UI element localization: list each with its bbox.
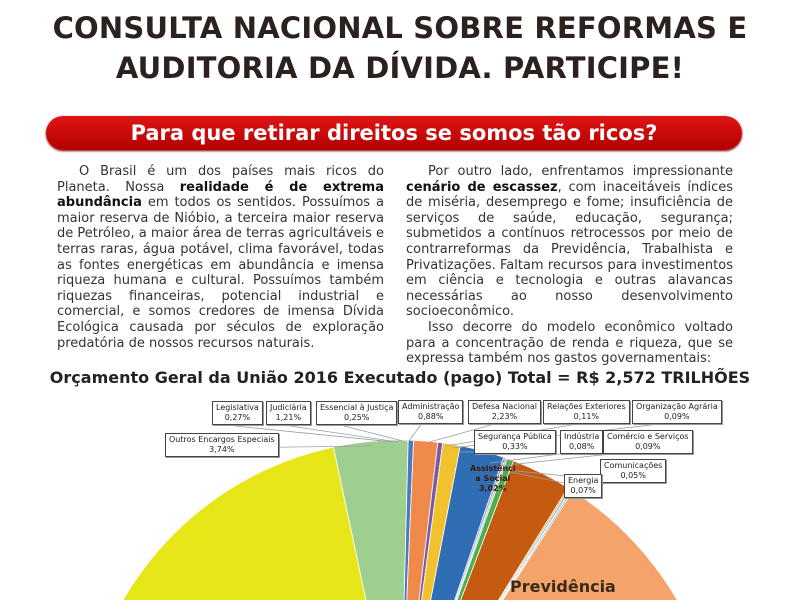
leader-line: [409, 423, 422, 441]
label-organizacao-agraria: Organização Agrária 0,09%: [632, 400, 722, 424]
label-previdencia: Previdência: [510, 577, 616, 596]
title-line-2: AUDITORIA DA DÍVIDA. PARTICIPE!: [115, 51, 685, 85]
label-comercio-servicos: Comércio e Serviços 0,09%: [603, 430, 693, 454]
label-outros-encargos: Outros Encargos Especiais 3,74%: [165, 433, 279, 457]
leader-line: [290, 426, 398, 442]
title-line-1: CONSULTA NACIONAL SOBRE REFORMAS E: [52, 11, 748, 45]
label-judiciaria: Judiciária 1,21%: [266, 401, 311, 425]
highlight-text: cenário de escassez: [406, 179, 558, 195]
article-paragraph: Por outro lado, enfrentamos impressionante cenário de escassez, com inaceitáveis índices de miséria, desemprego e fome; insuficiência de serviços de saúde, educação, segurança; submetidos a contínuos retrocessos por meio de contrarreformas da Previdência, Trabalhista e Privatizações. Faltam recursos para investimentos em ciência e tecnologia e outras alavancas necessárias ao nosso desenvolvimento socioeconômico.: [406, 164, 733, 320]
label-relacoes-exteriores: Relações Exteriores 0,11%: [543, 400, 630, 424]
chart-title: Orçamento Geral da União 2016 Executado (pago) Total = R$ 2,572 TRILHÕES: [49, 368, 751, 387]
label-seguranca-publica: Segurança Pública 0,33%: [474, 430, 556, 454]
highlight-text: realidade é de extrema abundância: [57, 179, 384, 211]
label-assistencia-social: Assistênci a Social 3,02%: [470, 464, 516, 493]
article-paragraph: O Brasil é um dos países mais ricos do Planeta. Nossa realidade é de extrema abundância em todos os sentidos. Possuímos a maior reserva de Nióbio, a terceira maior reserva de Petróleo, a maior área de terras agricultáveis e terras raras, água potável, clima favorável, todas as fontes energéticas em abundância e imensa riqueza humana e cultural. Possuímos também riquezas financeiras, potencial industrial e comercial, e somos credores de imensa Dívida Ecológica causada por séculos de exploração predatória de nossos recursos naturais.: [57, 164, 384, 351]
label-comunicacoes: Comunicações 0,05%: [600, 459, 666, 483]
subtitle-banner: Para que retirar direitos se somos tão ricos?: [46, 116, 742, 150]
label-energia: Energia 0,07%: [564, 474, 602, 498]
label-industria: Indústria 0,08%: [560, 430, 603, 454]
label-essencial-justica: Essencial à Justiça 0,25%: [316, 401, 397, 425]
label-legislativa: Legislativa 0,27%: [212, 401, 263, 425]
article-paragraph: Isso decorre do modelo econômico voltado para a concentração de renda e riqueza, que se expressa também nos gastos governamentais:: [406, 319, 733, 367]
label-defesa-nacional: Defesa Nacional 2,23%: [468, 400, 541, 424]
label-administracao: Administração 0,88%: [398, 400, 463, 424]
